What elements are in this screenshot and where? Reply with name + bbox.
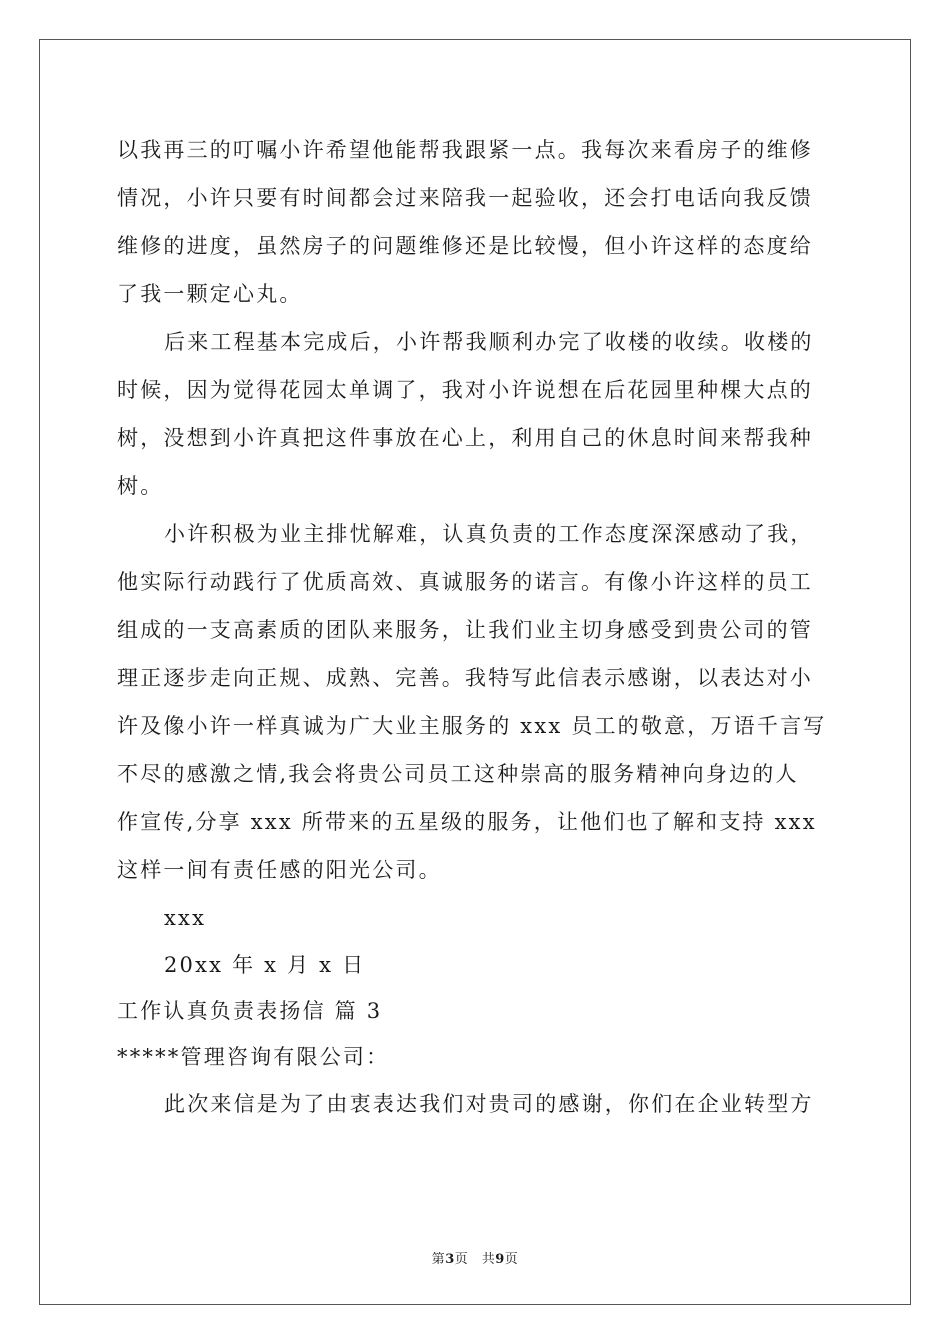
- paragraph-line: 这样一间有责任感的阳光公司。: [117, 858, 442, 882]
- signature-date: 20xx 年 x 月 x 日: [164, 953, 366, 977]
- document-body: [117, 126, 837, 1128]
- signature-name: xxx: [164, 906, 207, 930]
- footer-total-pages: 9: [495, 1252, 505, 1267]
- paragraph-line: 后来工程基本完成后，小许帮我顺利办完了收楼的收续。收楼的: [164, 330, 814, 354]
- paragraph-line: 作宣传,分享 xxx 所带来的五星级的服务，让他们也了解和支持 xxx: [117, 810, 817, 834]
- paragraph-line: 了我一颗定心丸。: [117, 282, 303, 306]
- salutation: *****管理咨询有限公司：: [117, 1045, 390, 1069]
- footer-suffix: 页: [504, 1252, 519, 1267]
- paragraph-line: 以我再三的叮嘱小许希望他能帮我跟紧一点。我每次来看房子的维修: [117, 138, 813, 162]
- footer-middle: 页 共: [454, 1252, 496, 1267]
- paragraph-line: 理正逐步走向正规、成熟、完善。我特写此信表示感谢，以表达对小: [117, 666, 813, 690]
- paragraph-line: 组成的一支高素质的团队来服务，让我们业主切身感受到贵公司的管: [117, 618, 813, 642]
- footer-page-number: 3: [445, 1252, 455, 1267]
- paragraph-line: 树，没想到小许真把这件事放在心上，利用自己的休息时间来帮我种: [117, 426, 813, 450]
- paragraph-line: 情况，小许只要有时间都会过来陪我一起验收，还会打电话向我反馈: [117, 186, 813, 210]
- paragraph-line: 此次来信是为了由衷表达我们对贵司的感谢，你们在企业转型方: [164, 1092, 814, 1116]
- section-heading: 工作认真负责表扬信 篇 3: [117, 999, 383, 1023]
- paragraph-line: 小许积极为业主排忧解难，认真负责的工作态度深深感动了我，: [164, 522, 814, 546]
- footer-prefix: 第: [431, 1252, 446, 1267]
- paragraph-line: 他实际行动践行了优质高效、真诚服务的诺言。有像小许这样的员工: [117, 570, 813, 594]
- paragraph-line: 不尽的感激之情,我会将贵公司员工这种崇高的服务精神向身边的人: [117, 762, 799, 786]
- paragraph-line: 维修的进度，虽然房子的问题维修还是比较慢，但小许这样的态度给: [117, 234, 813, 258]
- page-footer: [0, 1248, 950, 1267]
- paragraph-line: 许及像小许一样真诚为广大业主服务的 xxx 员工的敬意，万语千言写: [117, 714, 827, 738]
- paragraph-line: 时候，因为觉得花园太单调了，我对小许说想在后花园里种棵大点的: [117, 378, 813, 402]
- paragraph-line: 树。: [117, 474, 164, 498]
